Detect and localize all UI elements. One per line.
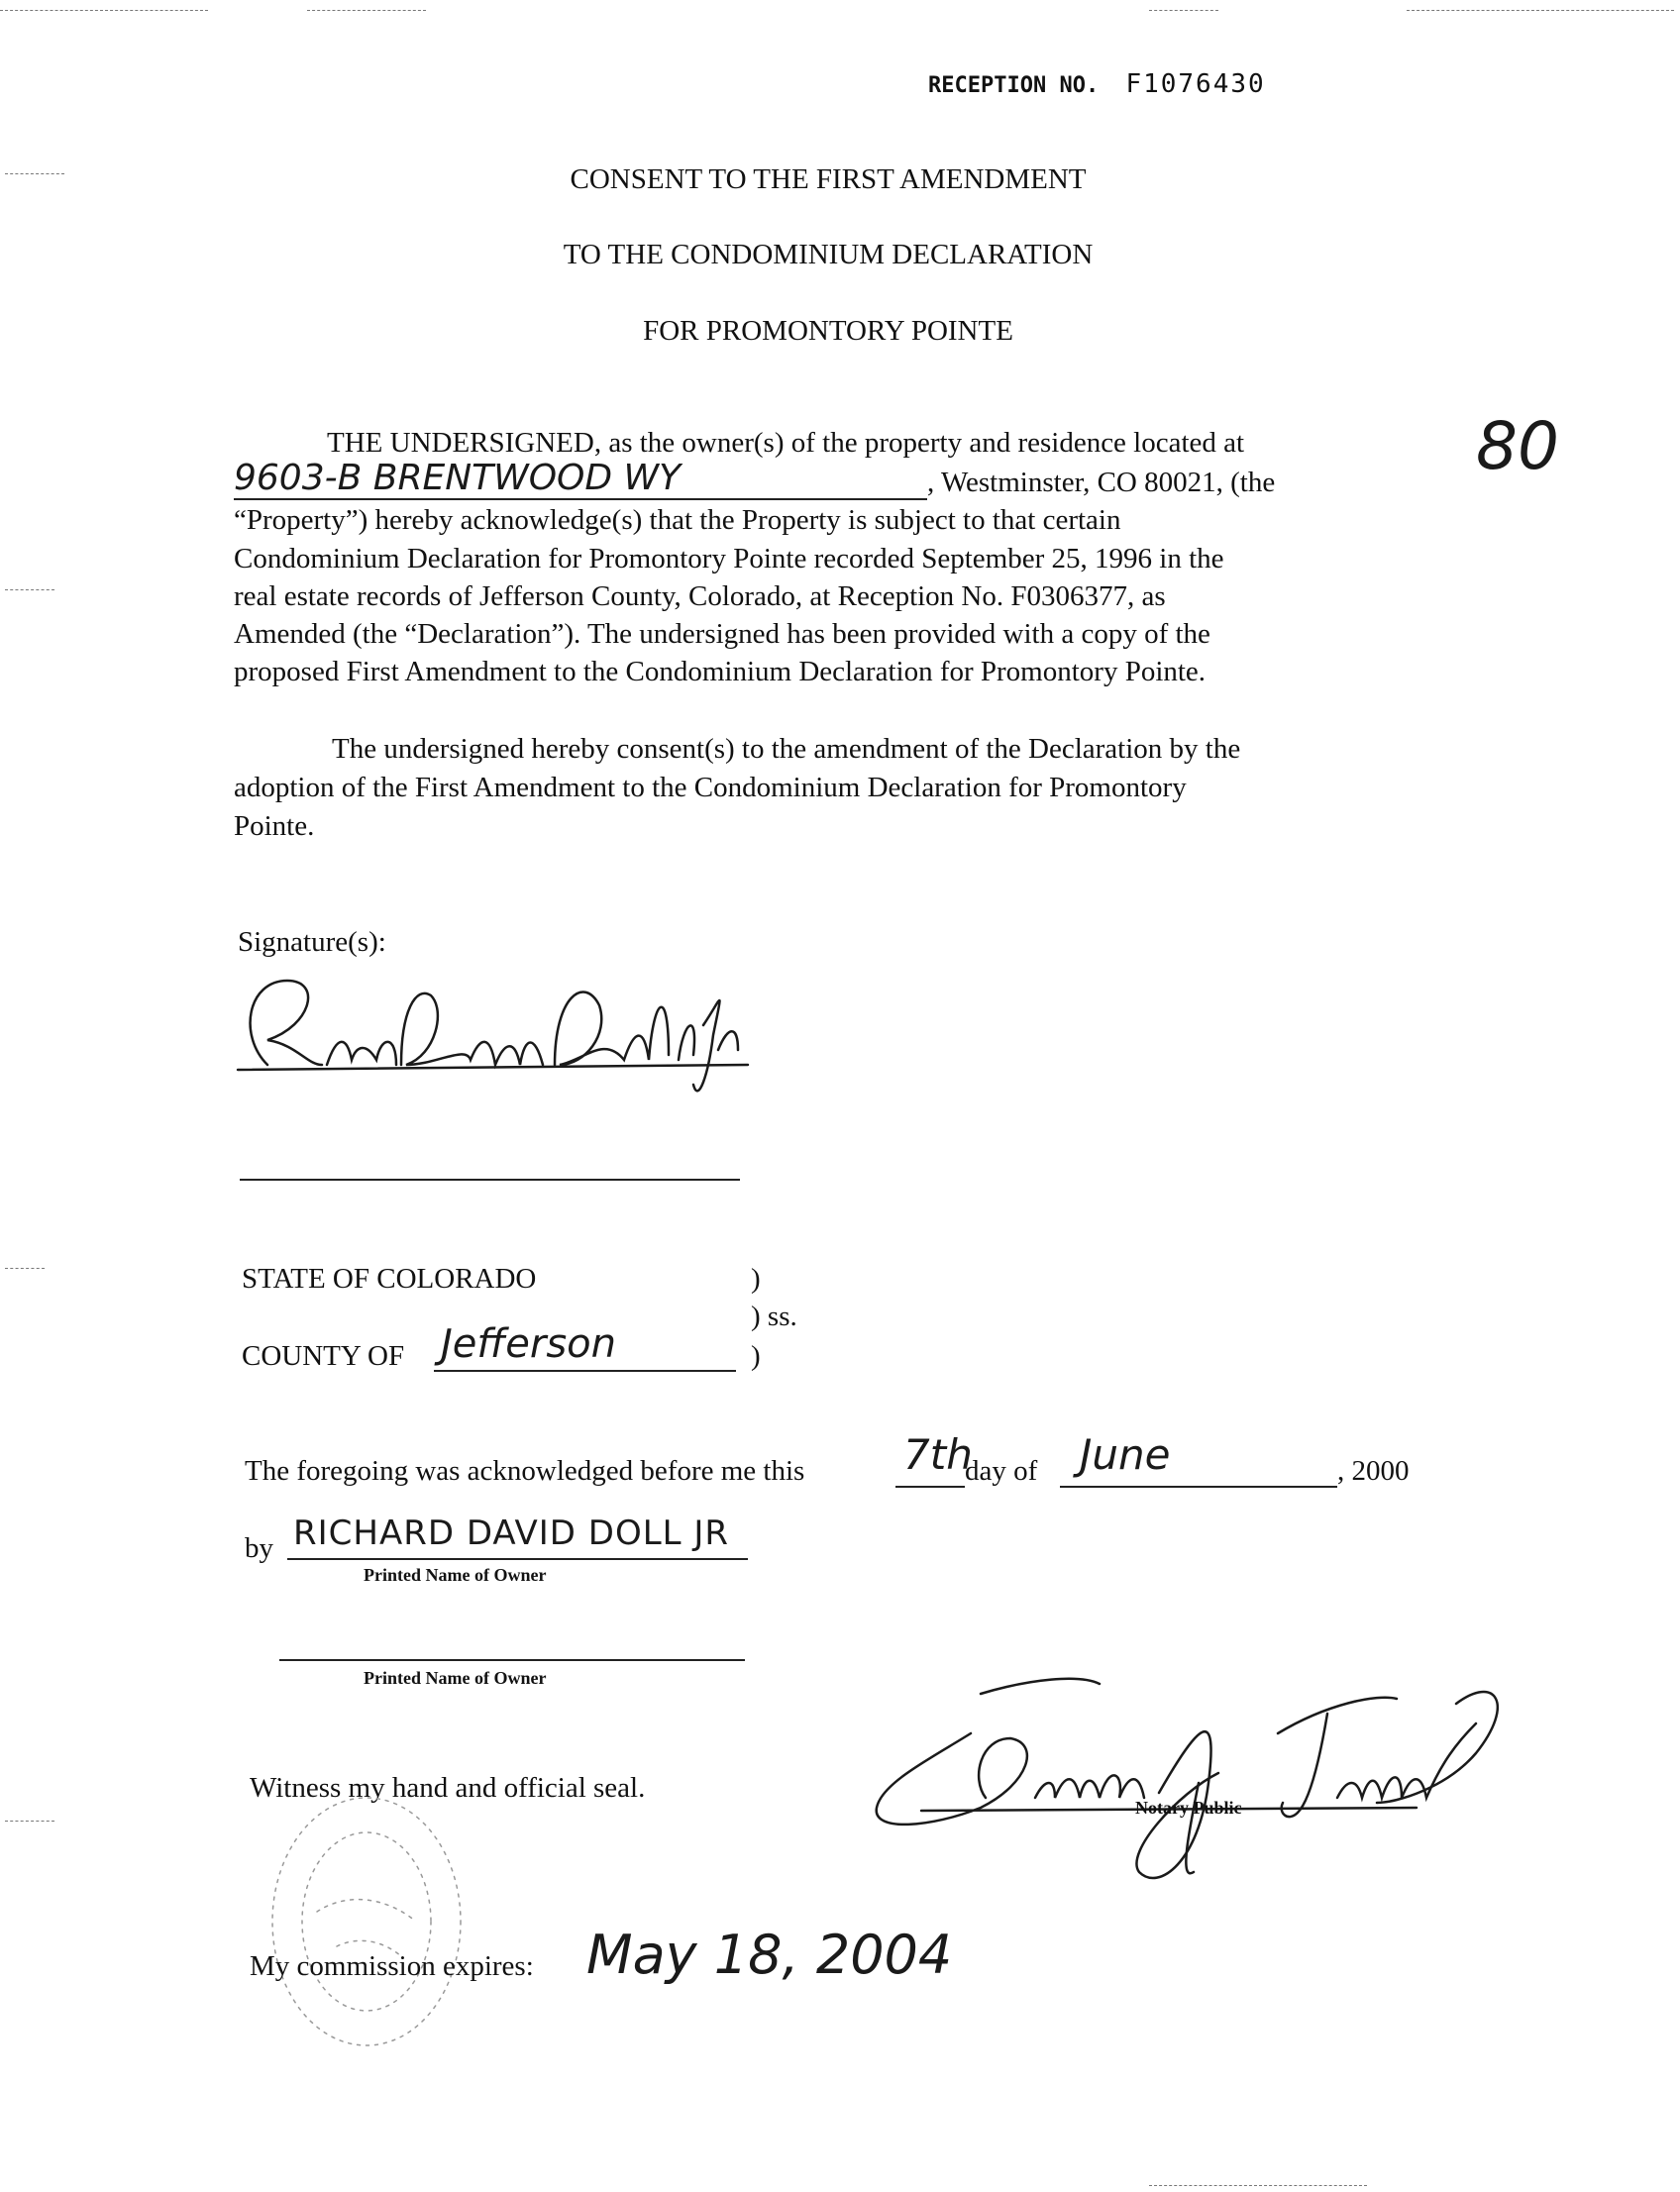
year-label: , 2000 (1337, 1455, 1410, 1487)
scan-artifact (0, 10, 208, 11)
para1-line-2-suffix: , Westminster, CO 80021, (the (927, 467, 1276, 498)
title-line-2: TO THE CONDOMINIUM DECLARATION (563, 239, 1094, 270)
day-of-label: day of (965, 1455, 1038, 1487)
printed-name-caption-1: Printed Name of Owner (364, 1565, 547, 1585)
by-label: by (245, 1532, 273, 1564)
month-handwritten: June (1080, 1430, 1171, 1479)
county-underline (434, 1370, 736, 1372)
reception-label: RECEPTION NO. (928, 73, 1100, 98)
printed-name-caption-2: Printed Name of Owner (364, 1668, 547, 1688)
para1-line-4: Condominium Declaration for Promontory Pointe recorded September 25, 1996 in the (234, 543, 1224, 574)
notary-public-caption: Notary Public (1135, 1798, 1242, 1818)
state-label: STATE OF COLORADO (242, 1263, 537, 1295)
commission-expiry-handwritten: May 18, 2004 (586, 1924, 953, 1986)
county-handwritten: Jefferson (441, 1321, 616, 1367)
scan-artifact (5, 1268, 45, 1269)
scan-artifact (1407, 10, 1674, 11)
notary-seal (238, 1763, 475, 2060)
scan-artifact (1149, 2185, 1367, 2186)
para2-line-3: Pointe. (234, 810, 315, 842)
notary-signature (862, 1664, 1516, 1892)
paren-1: ) (751, 1263, 761, 1295)
owner-name-underline (287, 1558, 748, 1560)
ack-prefix: The foregoing was acknowledged before me this (245, 1455, 805, 1487)
para1-line-5: real estate records of Jefferson County, Colorado, at Reception No. F0306377, as (234, 580, 1166, 612)
property-address-handwritten: 9603-B BRENTWOOD WY (234, 458, 682, 498)
para1-line-1: THE UNDERSIGNED, as the owner(s) of the property and residence located at (327, 427, 1245, 459)
signatures-label: Signature(s): (238, 926, 386, 958)
paren-3: ) (751, 1340, 761, 1372)
owner-signature (228, 966, 753, 1114)
county-label: COUNTY OF (242, 1340, 405, 1372)
witness-label: Witness my hand and official seal. (250, 1772, 646, 1804)
second-owner-underline (279, 1659, 745, 1661)
scan-artifact (307, 10, 426, 11)
second-signature-line (240, 1179, 740, 1181)
page-mark-handwritten: 80 (1476, 408, 1559, 484)
scan-artifact (1149, 10, 1218, 11)
day-handwritten: 7th (903, 1430, 973, 1479)
owner-name-handwritten: RICHARD DAVID DOLL JR (293, 1514, 730, 1553)
reception-number (928, 69, 1266, 99)
ss-label: ) ss. (751, 1301, 797, 1332)
scan-artifact (5, 589, 54, 590)
title-line-1: CONSENT TO THE FIRST AMENDMENT (570, 163, 1087, 195)
para2-line-2: adoption of the First Amendment to the Condominium Declaration for Promontory (234, 772, 1187, 803)
para1-line-7: proposed First Amendment to the Condominium Declaration for Promontory Pointe. (234, 656, 1207, 687)
para1-line-6: Amended (the “Declaration”). The undersigned has been provided with a copy of the (234, 618, 1210, 650)
para1-line-3: “Property”) hereby acknowledge(s) that the Property is subject to that certain (234, 504, 1121, 536)
day-underline (895, 1486, 965, 1488)
address-underline (234, 498, 927, 500)
title-line-3: FOR PROMONTORY POINTE (643, 315, 1013, 347)
scan-artifact (5, 1821, 54, 1822)
reception-value: F1076430 (1125, 69, 1266, 99)
commission-label: My commission expires: (250, 1950, 534, 1982)
month-underline (1060, 1486, 1337, 1488)
para2-line-1: The undersigned hereby consent(s) to the amendment of the Declaration by the (332, 733, 1241, 765)
